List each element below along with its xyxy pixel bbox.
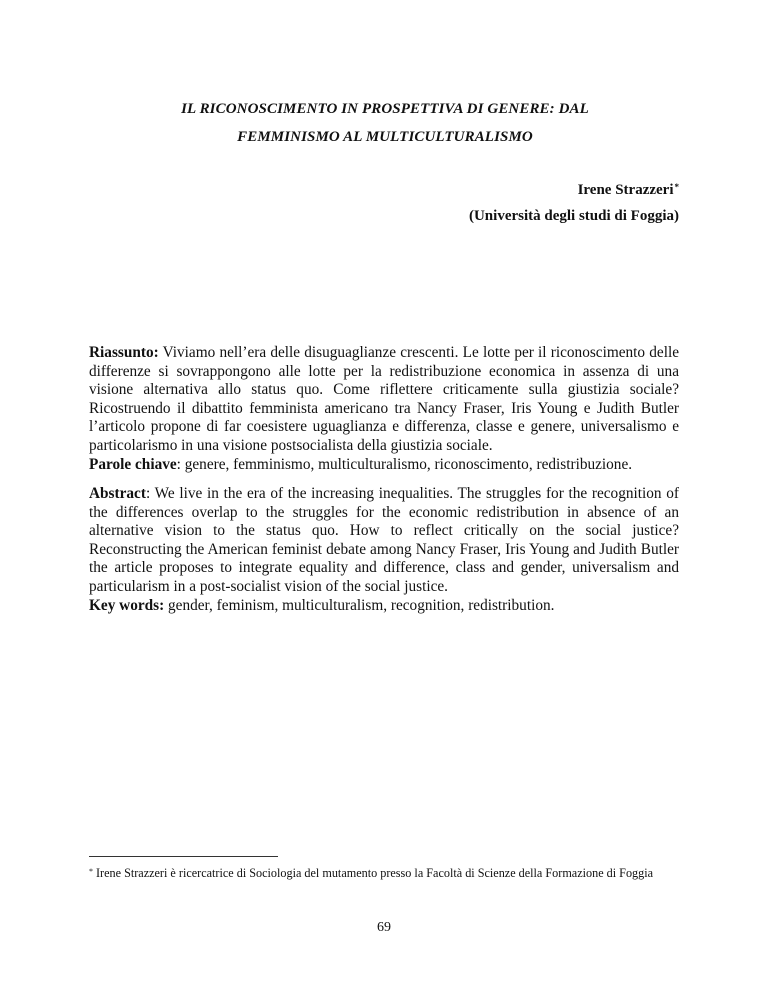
parole-chiave-paragraph (89, 456, 679, 475)
abstract-label: Abstract (89, 485, 146, 502)
riassunto-text: Viviamo nell’era delle disuguaglianze crescenti. Le lotte per il riconoscimento delle differenze si sovrappongono alle lotte per la redistribuzione economica in assenza di una visione alternativa allo status quo. Come riflettere criticamente sulla giustizia sociale? Ricostruendo il dibattito femminista americano tra Nancy Fraser, Iris Young e Judith Butler l’articolo propone di far coesistere uguaglianza e differenza, classe e genere, universalismo e particolarismo in una visione postsocialista della giustizia sociale. (89, 344, 679, 454)
author-name-line (578, 180, 679, 200)
article-title-line-1: IL RICONOSCIMENTO IN PROSPETTIVA DI GENERE: DAL (181, 101, 589, 117)
author-name: Irene Strazzeri (577, 182, 674, 198)
parole-chiave-text: : genere, femminismo, multiculturalismo, riconoscimento, redistribuzione. (176, 455, 633, 473)
page-number: 69 (377, 920, 391, 935)
parole-chiave-label: Parole chiave (89, 455, 177, 473)
footnote-divider (89, 856, 278, 857)
key-words-label: Key words: (89, 596, 165, 614)
article-title-line-2: FEMMINISMO AL MULTICULTURALISMO (237, 129, 533, 145)
key-words-paragraph (89, 597, 679, 616)
footnote-mark: * (89, 867, 93, 876)
abstract-text: : We live in the era of the increasing inequalities. The struggles for the recognition of the differences overlap to the struggles for the economic redistribution in absence of an alternative vision to the status quo. How to reflect critically on the social justice? Reconstructing the American feminist debate among Nancy Fraser, Iris Young and Judith Butler the article proposes to integrate equality and difference, class and gender, universalism and particularism in a post-socialist vision of the social justice. (89, 485, 679, 595)
abstract-paragraph (89, 485, 679, 597)
key-words-text: gender, feminism, multiculturalism, recognition, redistribution. (164, 596, 555, 614)
riassunto-paragraph (89, 344, 679, 456)
riassunto-section (89, 344, 679, 474)
author-footnote-mark[interactable]: * (674, 182, 679, 192)
footnote (89, 864, 679, 883)
abstract-section (89, 485, 679, 615)
footnote-text: Irene Strazzeri è ricercatrice di Sociologia del mutamento presso la Facoltà di Scienze della Formazione di Foggia (96, 866, 654, 880)
riassunto-label: Riassunto: (89, 344, 159, 361)
author-affiliation: (Università degli studi di Foggia) (468, 208, 679, 224)
